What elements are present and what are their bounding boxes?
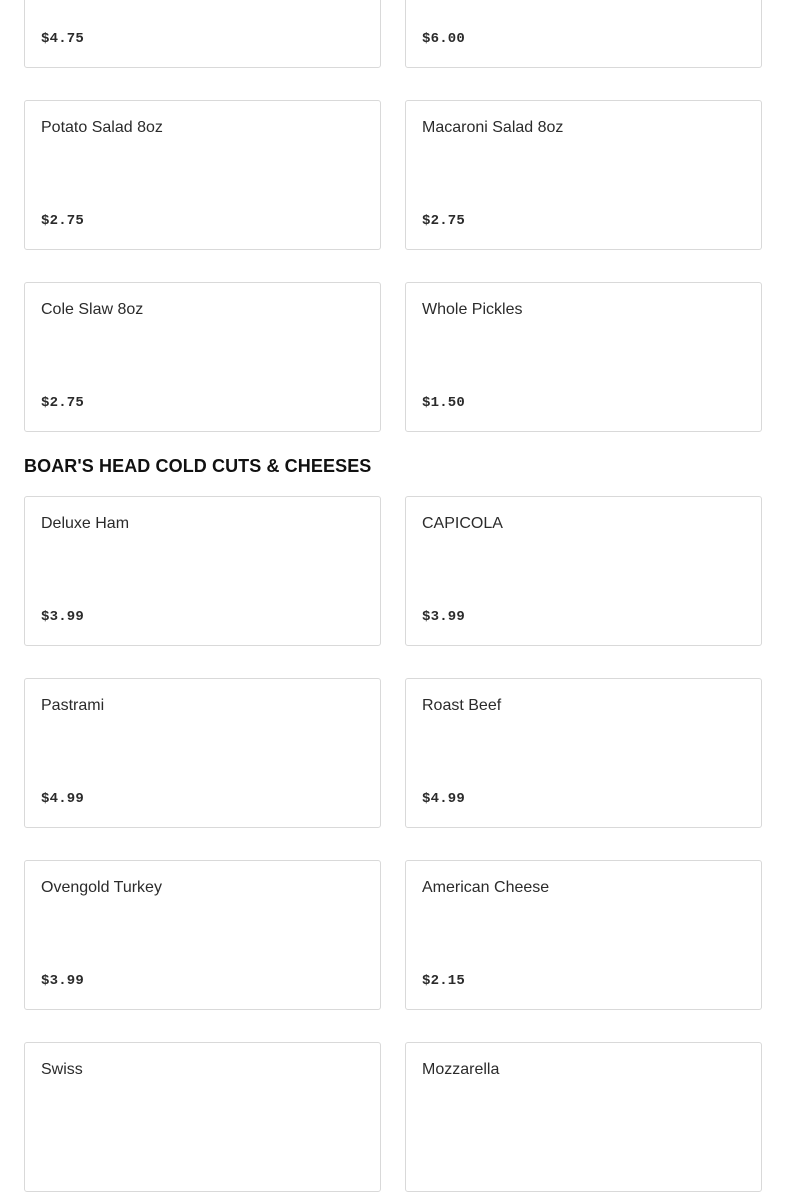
item-name: Ovengold Turkey [41, 879, 162, 896]
menu-item-card[interactable] [24, 496, 381, 646]
item-price: $1.50 [422, 395, 466, 411]
item-name: Macaroni Salad 8oz [422, 119, 564, 136]
item-name: Pastrami [41, 697, 105, 714]
menu-item-card[interactable] [405, 100, 762, 250]
item-name: Mozzarella [422, 1061, 500, 1078]
item-name: Cole Slaw 8oz [41, 301, 144, 318]
menu-item-card[interactable] [24, 100, 381, 250]
item-price: $3.99 [41, 609, 85, 625]
menu-item-card[interactable] [24, 860, 381, 1010]
menu-item-card[interactable] [405, 282, 762, 432]
item-name: Whole Pickles [422, 301, 523, 318]
menu-item-card[interactable] [24, 282, 381, 432]
item-name: American Cheese [422, 879, 550, 896]
item-price: $4.99 [41, 791, 85, 807]
menu-item-card[interactable] [405, 0, 762, 68]
item-price: $3.99 [422, 609, 466, 625]
menu-item-card[interactable] [405, 1042, 762, 1192]
item-name: Deluxe Ham [41, 515, 130, 532]
item-price: $4.75 [41, 31, 85, 47]
item-name: Swiss [41, 1061, 83, 1078]
item-name: Potato Salad 8oz [41, 119, 163, 136]
item-price: $2.75 [41, 395, 85, 411]
menu-item-card[interactable] [405, 678, 762, 828]
item-price: $2.75 [41, 213, 85, 229]
item-name: CAPICOLA [422, 515, 503, 532]
menu-item-card[interactable] [24, 1042, 381, 1192]
item-name: Roast Beef [422, 697, 502, 714]
item-price: $3.99 [41, 973, 85, 989]
menu-item-card[interactable] [405, 496, 762, 646]
item-price: $2.75 [422, 213, 466, 229]
menu-item-card[interactable] [405, 860, 762, 1010]
section-title: BOAR'S HEAD COLD CUTS & CHEESES [24, 456, 372, 476]
item-price: $4.99 [422, 791, 466, 807]
menu-item-card[interactable] [24, 0, 381, 68]
menu-item-card[interactable] [24, 678, 381, 828]
item-price: $2.15 [422, 973, 466, 989]
item-price: $6.00 [422, 31, 466, 47]
